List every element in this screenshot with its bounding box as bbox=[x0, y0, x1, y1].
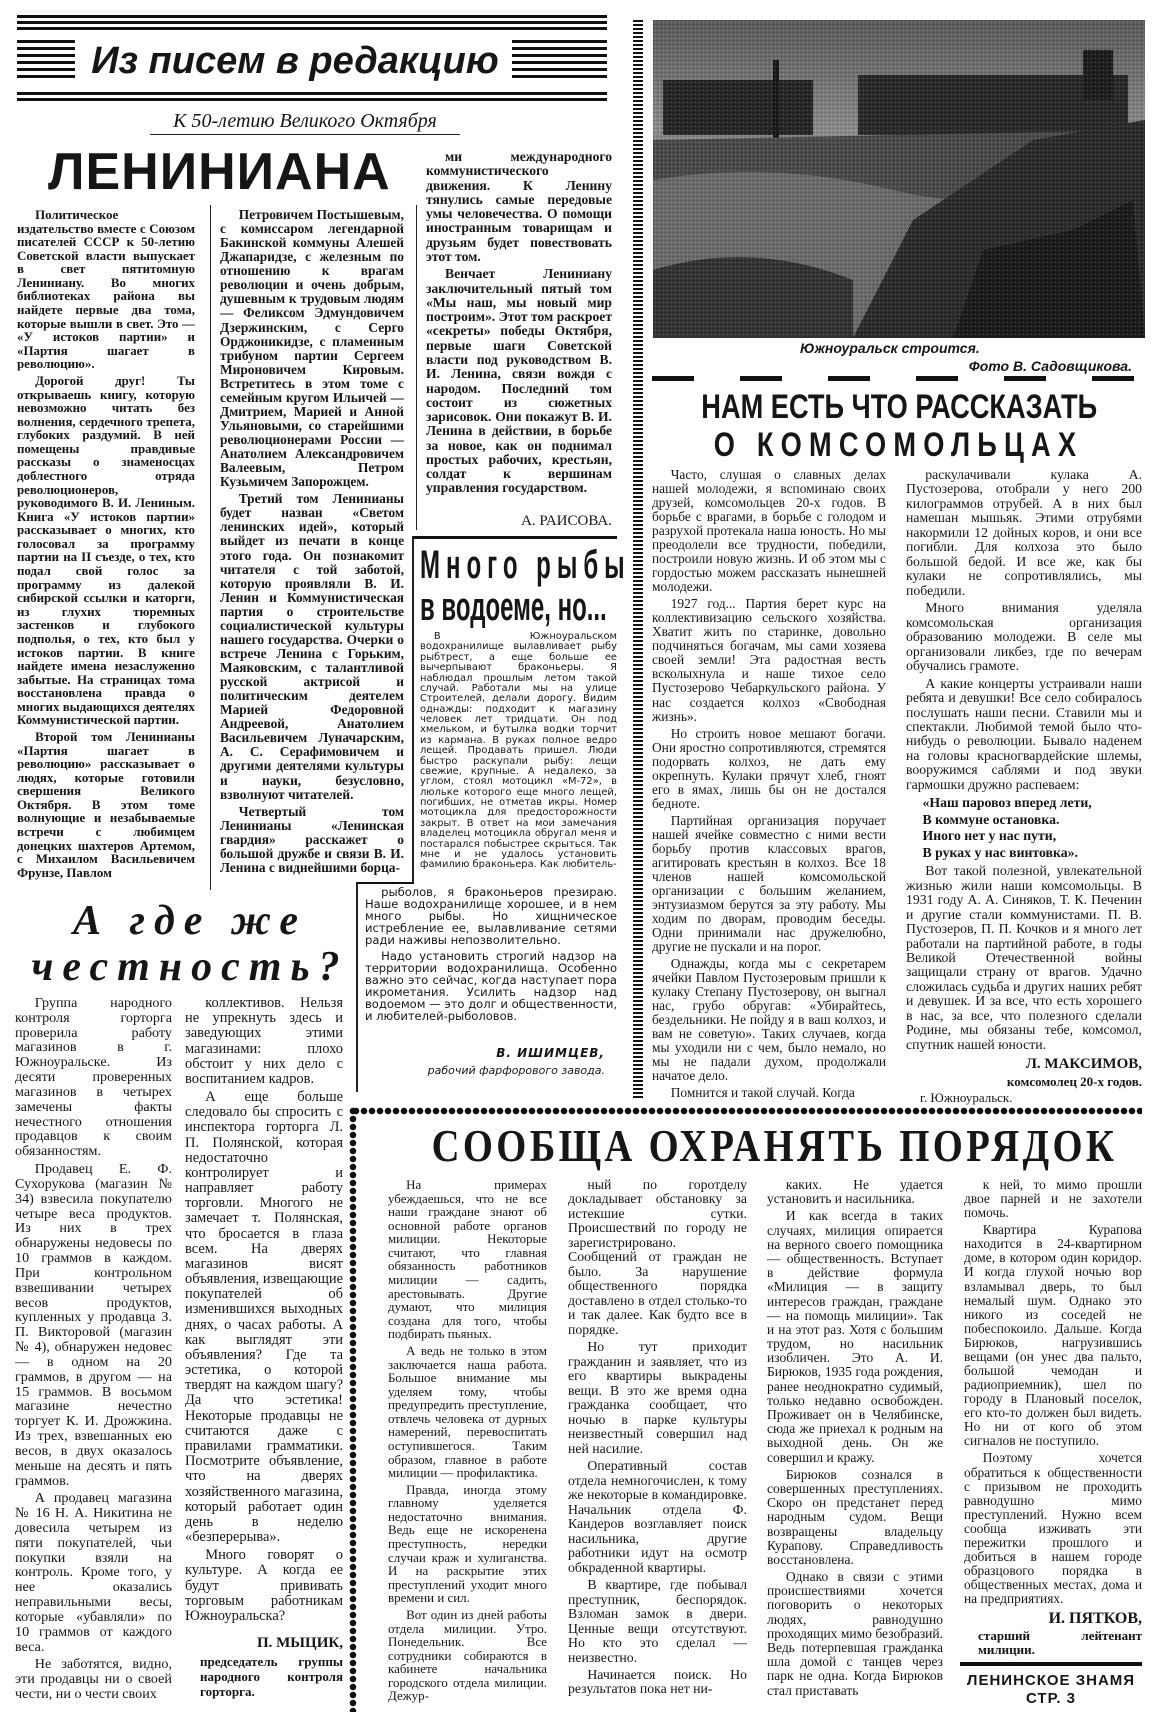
paragraph: Вот такой полезной, увлекательной жизнью жили наши комсомольцы. В 1931 году А. А. Синяков, Т. К. Печенин и другие стали коммунистами. П. В. Пустозеров, П. П. Кочков и я много лет работали на партийной работе, в годы Великой Отечественной войны защищали страну от врагов. Удачно сложилась судьба и других наших ребят и девушек. И за все, что есть хорошего в нас, за все, что полезного сделали Родине, мы обязаны тебе, комсомол, спутник нашей юности. bbox=[906, 863, 1142, 1052]
paragraph: Вот один из дней работы отдела милиции. Утро. Понедельник. Все сотрудники собираются в кабинете начальника городского отдела милиции. Дежур- bbox=[388, 1606, 547, 1704]
komsomol-column-2-text bbox=[906, 468, 1142, 792]
wavy-rule-top bbox=[352, 1107, 1142, 1116]
footer-rule bbox=[960, 1662, 1142, 1666]
paragraph: А еще больше следовало бы спросить с инспектора горторга Л. П. Полянской, которая недостаточно контролирует и направляет работу торговли. Многого не замечает т. Полянская, что бросается в глаза всем. На дверях магазинов висят объявления, извещающие покупателей об изменившихся выходных днях, о часах работы. А как выглядят эти объявления? Где та эстетика, о которой твердят на каждом шагу? Да что эстетика! Некоторые продавцы не считаются даже с правилами грамматики. Посмотрите объявление, что на дверях хозяйственного магазина, который работает один день в неделю «безперерыва». bbox=[185, 1089, 343, 1546]
paragraph: Но строить новое мешают богачи. Они яростно сопротивляются, стремятся подорвать колхоз, не дать ему окрепнуть. Кулаки прячут хлеб, гноят его в ямах, лишь бы он не достался бедноте. bbox=[652, 725, 886, 811]
honesty-headline bbox=[20, 898, 360, 990]
paragraph: А какие концерты устраивали наши ребята и девушки! Все село собиралось послушать наши песни. Ставили мы и спектакли. Любимой темой было что-нибудь о революции. Бывало наденем на головы красногвардейские шлемы, вооружимся саблями и под звуки гармошки дружно распеваем: bbox=[906, 675, 1142, 792]
komsomol-column-2 bbox=[906, 468, 1142, 1054]
paragraph: рыболов, я браконьеров презираю. Наше водохранилище хорошее, и в нем много рыбы. Но хищническое истребление ее, вылавливание сетями ради наживы непозволительно. bbox=[365, 886, 617, 948]
paragraph: Много внимания уделяла комсомольская организация образованию молодежи. В селе мы организовали ликбез, где по вечерам обучались грамоте. bbox=[906, 600, 1142, 674]
newspaper-name: ЛЕНИНСКОЕ ЗНАМЯ bbox=[966, 1672, 1136, 1689]
photo-caption: Южноуральск строится. bbox=[800, 340, 980, 356]
komsomol-headline-line2: О КОМСОМОЛЬЦАХ bbox=[713, 426, 1084, 464]
order-column-1 bbox=[388, 1178, 547, 1705]
honesty-author: П. МЫЦИК, bbox=[256, 1635, 343, 1651]
verse-line: В коммуне остановка. bbox=[922, 811, 1060, 827]
paragraph: каких. Не удается установить и насильника. bbox=[767, 1178, 943, 1207]
header-left-stripes bbox=[17, 40, 75, 82]
paragraph: Однако в связи с этими происшествиями хочется поговорить о некоторых людях, равнодушно проходящих мимо безобразий. Ведь потерпевшая гражданка шла домой с танцев через парк не одна. Когда Бирюков стал приставать bbox=[767, 1569, 943, 1698]
honesty-column-1 bbox=[15, 996, 172, 1704]
paragraph: Продавец Е. Ф. Сухорукова (магазин № 34) взвесила покупателю четыре веса продуктов. Из них в трех обнаружены недовесы по 10 граммов в каждом. При контрольном взвешивании четырех весов продуктов, купленных у продавца З. П. Викторовой (магазин № 4), обнаружен недовес — в одном на 20 граммов, в другом — на 15 граммов. В восьмом магазине нечестно торгует К. И. Дрожжина. Из трех, взвешанных ею весов, в двух оказалось меньше на десять и пять граммов. bbox=[15, 1161, 172, 1489]
paragraph: Бирюков сознался в совершенных преступлениях. Скоро он предстанет перед народным судом. Вещи возвращены владельцу Курапову. Справедливость восстановлена. bbox=[767, 1466, 943, 1567]
verse-line: Иного нет у нас пути, bbox=[922, 828, 1057, 844]
anniversary-subtitle: К 50-летию Великого Октября bbox=[150, 110, 460, 135]
paragraph: Однажды, когда мы с секретарем ячейки Павлом Пустозеровым пришли к кулаку Степану Пустозерову, он выгнал нас, грубо обругав: «Убирайтесь, бездельники. Не пойду я в ваш колхоз, и вам не советую». Таких случаев, когда мы уходили ни с чем, было немало, но мы не падали духом, продолжали начатое дело. bbox=[652, 956, 886, 1084]
komsomol-headline bbox=[652, 388, 1145, 464]
paragraph: В Южноуральском водохранилище вылавливает рыбу рыбтрест, а еще больше ее вычерпывают браконьеры. Я наблюдал прошлым летом такой случай. Работали мы на улице Строителей, делали дорогу. Видим однажды: подходит к магазину человек лет тридцати. Он под хмельком, и бутылка водки торчит из кармана. В руках полное ведро лещей. Продавать пришел. Люди быстро раскупали рыбу: лещи свежие, крупные. А недалеко, за углом, стоял мотоцикл «М-72», в люльке которого еще много лещей, погибших, не отметав икры. Номер мотоцикла для предосторожности закрыт. В ответ на мои замечания владелец мотоцикла обругал меня и постарался побыстрее скрыться. Так мне и не удалось установить фамилию браконьера. Как любитель- bbox=[420, 632, 617, 871]
komsomol-author: Л. МАКСИМОВ, bbox=[1025, 1056, 1142, 1072]
paragraph: Помнится и такой случай. Когда bbox=[670, 1085, 855, 1101]
paragraph: Часто, слушая о славных делах нашей молодежи, я вспоминаю своих друзей, комсомольцев 20-х годов. В борьбе с врагами, в борьбе с голодом и разрухой протекала наша юность. Но мы преодолели все трудности, победили, построили новую жизнь. И об этом мы с гордостью можем рассказать нынешней молодежи. bbox=[652, 468, 886, 595]
fish-author: В. ИШИМЦЕВ, bbox=[496, 1046, 605, 1060]
fish-text-lower bbox=[365, 886, 617, 1026]
order-column-3 bbox=[767, 1178, 943, 1705]
paragraph: Дорогой друг! Ты открываешь книгу, которую невозможно читать без волнения, сердечного трепета, глубоких раздумий. В ней помещены правдивые рассказы о знаменосцах доблестного отряда революционеров, руководимого В. И. Лениным. Книга «У истоков партии» рассказывает о многих, кто голосовал за программу партии на II съезде, о тех, кто подал свой голос за программу из далекой сибирской ссылки и каторги, из глухих тюремных застенков и глубокого подполья, о тех, кто был у истоков партии. В книге найдете имена незаслуженно забытые. На страницах тома восстановлена правда о многих выдающихся деятелях Коммунистической партии. bbox=[17, 372, 195, 728]
paragraph: Четвертый том Ленинианы «Ленинская гвардия» расскажет о большой дружбе и связи В. И. Ленина с виднейшими борца- bbox=[220, 803, 404, 875]
fish-box-top-border bbox=[412, 536, 617, 539]
paragraph: раскулачивали кулака А. Пустозерова, отобрали у него 200 килограммов отрубей. А в них был намешан мышьяк. Этими отрубями накормили 12 дойных коров, и они все погибли. Для колхоза это было большой бедой. И все же, как бы кулаки не сопротивлялись, мы победили. bbox=[906, 468, 1142, 598]
order-column-2 bbox=[568, 1178, 747, 1705]
leniniana-column-1 bbox=[17, 208, 195, 890]
fish-headline-line1: Много рыбы bbox=[420, 543, 631, 587]
komsomol-headline-line1: НАМ ЕСТЬ ЧТО РАССКАЗАТЬ bbox=[701, 388, 1098, 426]
verse-line: «Наш паровоз вперед лети, bbox=[922, 795, 1092, 811]
leniniana-headline: ЛЕНИНИАНА bbox=[48, 143, 391, 201]
paragraph: Политическое издательство вместе с Союзом писателей СССР к 50-летию Советской власти выпускает в свет пятитомную Лениниану. Во многих библиотеках района вы найдете первые два тома, которые вышли в свет. Это — «У истоков партии» и «Партия шагает в революцию». bbox=[17, 208, 195, 372]
paragraph: Группа народного контроля горторга проверила работу магазинов в г. Южноуральске. Из десяти проверенных магазинов в четырех замечены факты нечестного отношения продавцов к своим обязанностям. bbox=[15, 996, 172, 1160]
header-right-stripes bbox=[512, 40, 607, 82]
fish-headline bbox=[420, 543, 631, 629]
paragraph: 1927 год... Партия берет курс на коллективизацию сельского хозяйства. Хватит жить по старинке, довольно подчиняться богачам, мы сами хозяева своей земли! Эта радостная весть всколыхнула и наше тихое село Пустозерово Чебаркульского района. У нас создается колхоз «Свободная жизнь». bbox=[652, 596, 886, 724]
leniniana-column-3 bbox=[426, 150, 612, 506]
page-number: СТР. 3 bbox=[1025, 1690, 1077, 1707]
fish-text-upper bbox=[420, 632, 617, 882]
paragraph: Квартира Курапова находится в 24-квартирном доме, в котором один коридор. И когда глухой ночью вор взламывал дверь, то был немалый шум. Однако это никого из соседей не побеспокоило. Дальше. Когда Бирюков, нагрузившись вещами (он унес два пальто, большой чемодан и радиоприемник), шел по городу в Плановый поселок, его кто-то должен был видеть. Но ни от кого об этом сигналов не поступило. bbox=[964, 1222, 1142, 1449]
fish-headline-line2: в водоеме, но... bbox=[420, 585, 607, 629]
paragraph: Петровичем Постышевым, с комиссаром легендарной Бакинской коммуны Алешей Джапаридзе, с железным по отношению к врагам революции и очень добрым, душевным к трудовым людям — Феликсом Эдмундовичем Дзержинским, с Серго Орджоникидзе, с пламенным трибуном партии Сергеем Мироновичем Кировым. Встретитесь в этом томе с семейным кругом Ильичей — Дмитрием, Марией и Анной Ульяновыми, со старейшими революционерами России — Анатолием Александровичем Валеевым, Петром Кузьмичем Запорожцем. bbox=[220, 208, 404, 490]
leniniana-column-2 bbox=[220, 208, 404, 890]
paragraph: Правда, иногда этому главному уделяется недостаточно внимания. Ведь еще не искоренена преступность, нередки случаи краж и хулиганства. И на раскрытие этих преступлений уходит много времени и сил. bbox=[388, 1481, 547, 1606]
fish-author-role: рабочий фарфорового завода. bbox=[427, 1064, 605, 1077]
komsomol-column-1 bbox=[652, 468, 886, 1102]
komsomol-author-role: комсомолец 20-х годов. bbox=[1006, 1074, 1142, 1089]
paragraph: Оперативный состав отдела немногочислен, к тому же некоторые в командировке. Начальник отдела Ф. Кандеров возглавляет поиск насильника, другие работники идут на осмотр обкраденной квартиры. bbox=[568, 1458, 747, 1575]
song-verse bbox=[923, 796, 1142, 860]
column-divider bbox=[416, 205, 417, 530]
honesty-author-role: председатель группы народного контроля горторга. bbox=[200, 1654, 343, 1699]
komsomol-place: г. Южноуральск. bbox=[920, 1090, 1013, 1105]
paragraph: Начинается поиск. Но результатов пока нет ни- bbox=[568, 1666, 747, 1697]
vertical-hatched-divider bbox=[633, 20, 643, 1100]
photo-construction-site bbox=[653, 20, 1145, 338]
dashed-rule bbox=[652, 376, 1145, 381]
paragraph: На примерах убеждаешься, что не все наши граждане знают об основной работе органов милиции. Некоторые считают, что главная обязанность работников милиции — садить, арестовывать. Другие думают, что милиция создана для того, чтобы подбирать пьяных. bbox=[388, 1178, 547, 1342]
paragraph: А ведь не только в этом заключается наша работа. Большое внимание мы уделяем тому, чтобы предупредить преступление, отвлечь человека от дурных намерений, перевоспитать оступившегося. Таким образом, главное в работе милиции — профилактика. bbox=[388, 1342, 547, 1481]
paragraph: к ней, то мимо прошли двое парней и не захотели помочь. bbox=[964, 1178, 1142, 1221]
paragraph: Надо установить строгий надзор на территории водохранилища. Особенно важно это сейчас, когда наступает пора икрометания. Усилить надзор над водоемом — это долг и общественности, и любителей-рыболовов. bbox=[365, 948, 617, 1024]
paragraph: Поэтому хочется обратиться к общественности с призывом не проходить равнодушно мимо преступлений. Нужно всем сообща изживать эти пережитки прошлого и добиться в нашем городе образцового порядка в общественных местах, дома и на предприятиях. bbox=[964, 1450, 1142, 1607]
honesty-headline-line1: А где же bbox=[72, 898, 308, 944]
paragraph: ми международного коммунистического движения. К Ленину тянулись самые передовые умы человечества. О помощи иностранным товарищам и друзьям будет повествовать этот том. bbox=[426, 150, 612, 264]
honesty-headline-line2: честность? bbox=[31, 944, 349, 990]
paragraph: коллективов. Нельзя не упрекнуть здесь и заведующих этими магазинами: плохо обстоит у них дело с воспитанием кадров. bbox=[185, 996, 343, 1087]
paragraph: ный по горотделу докладывает обстановку за истекшие сутки. Происшествий по городу не зарегистрировано. Сообщений от граждан не было. За нарушение общественного порядка доставлено в отдел столько-то и так далее. Как будто все в порядке. bbox=[568, 1178, 747, 1337]
paragraph: Партийная организация поручает нашей ячейке совместно с ними вести борьбу против классовых врагов, агитировать крестьян в колхоз. Все 18 членов нашей комсомольской организации с большим желанием, энтузиазмом берутся за эту работу. Мы ходим по дворам, проводим беседы. Одни принимали нас дружелюбно, другие не пускали и на порог. bbox=[652, 812, 886, 955]
order-column-4 bbox=[964, 1178, 1142, 1608]
paragraph: И как всегда в таких случаях, милиция опирается на верного своего помощника — общественность. Вступает в действие формула «Милиция — в защиту интересов граждан, граждане — на помощь милиции». Так и на этот раз. Хотя с большим трудом, но насильник изобличен. Это А. И. Бирюков, 1935 года рождения, ранее неоднократно судимый, только недавно освобожден. Проживает он в Челябинске, сюда же приехал к родным на выходной день. Он же совершил и кражу. bbox=[767, 1208, 943, 1465]
paragraph: Много говорят о культуре. А когда ее будут прививать торговым работникам Южноуральска? bbox=[185, 1547, 343, 1624]
komsomol-column-2-text-after bbox=[906, 864, 1142, 1052]
header-bottom-stripes bbox=[17, 92, 607, 104]
wavy-rule-left bbox=[349, 1107, 357, 1712]
fish-box-border bbox=[412, 536, 414, 883]
fish-box-border bbox=[356, 882, 414, 884]
verse-line: В руках у нас винтовка». bbox=[922, 844, 1078, 860]
paragraph: Венчает Лениниану заключительный пятый том «Мы наш, мы новый мир построим». Этот том раскроет «секреты» победы Октября, первые шаги Советской власти под руководством В. И. Ленина, связи вождя с народом. Последний том состоит из сюжетных зарисовок. Они покажут В. И. Ленина в действии, в борьбе за новое, как он поднимал простых рабочих, крестьян, солдат к вершинам управления государством. bbox=[426, 266, 612, 496]
paragraph: В квартире, где побывал преступник, беспорядок. Взломан замок в двери. Ценные вещи отсутствуют. Но кто это сделал — неизвестно. bbox=[568, 1577, 747, 1665]
order-author-role: старший лейтенант милиции. bbox=[978, 1628, 1142, 1657]
paragraph: Не заботятся, видно, эти продавцы ни о своей чести, ни о чести своих bbox=[15, 1656, 172, 1703]
order-author: И. ПЯТКОВ, bbox=[1048, 1610, 1142, 1627]
paragraph: Второй том Ленинианы «Партия шагает в революцию» рассказывает о людях, которые готовили свершения Великого Октября. В этом томе волнующие и незабываемые встречи с любимцем донецких шахтеров Артемом, с Михаилом Васильевичем Фрунзе, Павлом bbox=[17, 728, 195, 880]
leniniana-author: А. РАИСОВА. bbox=[521, 513, 612, 529]
paragraph: А продавец магазина № 16 Н. А. Никитина не довесила четырем из пяти покупателей, чьи покупки взяли на контроль. Кроме того, у нее оказались неправильными весы, которые «убавляли» по 10 граммов от каждого веса. bbox=[15, 1490, 172, 1655]
order-headline: СООБЩА ОХРАНЯТЬ ПОРЯДОК bbox=[431, 1120, 1118, 1171]
paragraph: Третий том Ленинианы будет назван «Светом ленинских идей», который выйдет из печати в конце этого года. Он познакомит читателя с той заботой, которую проявляли В. И. Ленин и Коммунистическая партия о строительстве социалистической культуры нашего государства. Очерки о встрече Ленина с Горьким, Маяковским, с талантливой русской актрисой и политическим деятелем Марией Федоровной Андреевой, Анатолием Васильевичем Луначарским, А. С. Серафимовичем и другими деятелями культуры и науки, безусловно, взволнуют читателей. bbox=[220, 491, 404, 802]
header-top-stripes bbox=[17, 15, 607, 33]
honesty-column-2 bbox=[185, 996, 343, 1630]
rubric-title: Из писем в редакцию bbox=[91, 40, 499, 82]
paragraph: Но тут приходит гражданин и заявляет, что из его квартиры выкрадены вещи. В это же время одна гражданка сообщает, что ночью в парке культуры неизвестный совершил над ней насилие. bbox=[568, 1339, 747, 1456]
photo-credit: Фото В. Садовщикова. bbox=[968, 358, 1132, 374]
column-divider bbox=[210, 205, 211, 890]
